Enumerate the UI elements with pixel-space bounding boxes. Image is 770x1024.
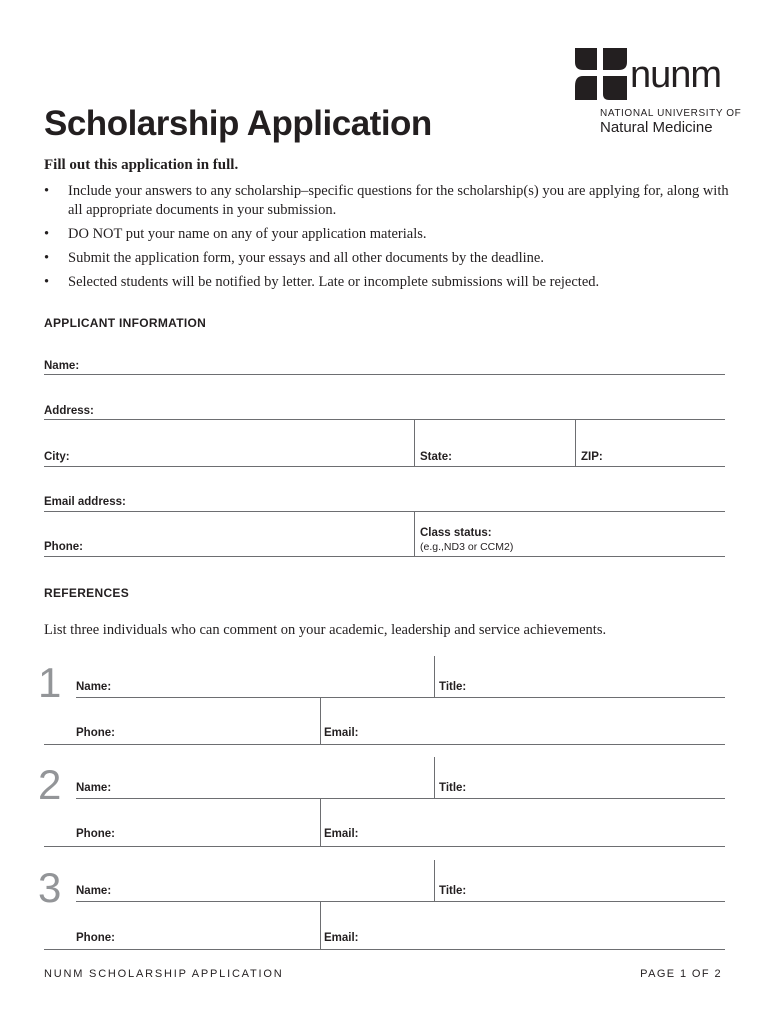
reference-name-label: Name: xyxy=(76,681,112,693)
field-divider xyxy=(414,419,415,467)
logo-wordmark: nunm xyxy=(630,54,722,96)
bullet-icon: • xyxy=(44,274,50,290)
field-divider xyxy=(434,860,435,901)
city-label: City: xyxy=(44,451,70,463)
intro-heading: Fill out this application in full. xyxy=(44,157,239,173)
reference-title-label: Title: xyxy=(439,681,467,693)
page-title: Scholarship Application xyxy=(44,104,432,143)
reference-title-label: Title: xyxy=(439,885,467,897)
email-address-field[interactable] xyxy=(44,511,725,512)
instruction-item xyxy=(44,273,734,292)
reference-3-name-title-field[interactable] xyxy=(76,901,725,902)
field-divider xyxy=(320,901,321,949)
bullet-icon: • xyxy=(44,183,50,199)
email-address-label: Email address: xyxy=(44,496,126,508)
reference-3-phone-email-field[interactable] xyxy=(44,949,725,950)
class-status-label: Class status: xyxy=(420,527,492,539)
field-divider xyxy=(434,656,435,697)
address-field[interactable] xyxy=(44,419,725,420)
instruction-text: DO NOT put your name on any of your application materials. xyxy=(68,226,427,242)
bullet-icon: • xyxy=(44,250,50,266)
reference-1-name-title-field[interactable] xyxy=(76,697,725,698)
field-divider xyxy=(414,511,415,557)
address-label: Address: xyxy=(44,405,94,417)
reference-1-phone-email-field[interactable] xyxy=(44,744,725,745)
reference-phone-label: Phone: xyxy=(76,727,115,739)
reference-number: 3 xyxy=(38,864,62,911)
field-divider xyxy=(434,757,435,798)
instruction-text: Include your answers to any scholarship–specific questions for the scholarship(s) you are applying for, along with all appropriate documents in your submission. xyxy=(68,183,729,218)
applicant-information-heading: APPLICANT INFORMATION xyxy=(44,316,207,330)
phone-label: Phone: xyxy=(44,541,83,553)
instruction-text: Selected students will be notified by letter. Late or incomplete submissions will be rejected. xyxy=(68,274,600,290)
reference-2-name-title-field[interactable] xyxy=(76,798,725,799)
city-state-zip-field[interactable] xyxy=(44,466,725,467)
state-label: State: xyxy=(420,451,452,463)
reference-phone-label: Phone: xyxy=(76,932,115,944)
name-label: Name: xyxy=(44,360,80,372)
instruction-item xyxy=(44,182,734,220)
references-description: List three individuals who can comment on your academic, leadership and service achievements. xyxy=(44,622,607,638)
instruction-item xyxy=(44,249,734,268)
instruction-text: Submit the application form, your essays and all other documents by the deadline. xyxy=(68,250,544,266)
footer-page-number: PAGE 1 OF 2 xyxy=(640,968,722,980)
bullet-icon: • xyxy=(44,226,50,242)
reference-title-label: Title: xyxy=(439,782,467,794)
reference-2-phone-email-field[interactable] xyxy=(44,846,725,847)
name-field[interactable] xyxy=(44,374,725,375)
class-status-hint: (e.g.,ND3 or CCM2) xyxy=(420,541,514,553)
reference-number: 2 xyxy=(38,761,62,808)
reference-email-label: Email: xyxy=(324,727,359,739)
logo-line-1: NATIONAL UNIVERSITY OF xyxy=(600,108,742,119)
field-divider xyxy=(320,798,321,846)
instruction-list xyxy=(44,182,734,297)
footer-document-name: NUNM SCHOLARSHIP APPLICATION xyxy=(44,968,284,980)
reference-name-label: Name: xyxy=(76,782,112,794)
field-divider xyxy=(320,697,321,744)
instruction-item xyxy=(44,225,734,244)
reference-email-label: Email: xyxy=(324,932,359,944)
logo-line-2: Natural Medicine xyxy=(600,119,713,136)
phone-class-status-field[interactable] xyxy=(44,556,725,557)
references-heading: REFERENCES xyxy=(44,586,130,600)
reference-email-label: Email: xyxy=(324,828,359,840)
zip-label: ZIP: xyxy=(581,451,603,463)
field-divider xyxy=(575,419,576,467)
reference-number: 1 xyxy=(38,659,62,706)
reference-phone-label: Phone: xyxy=(76,828,115,840)
reference-name-label: Name: xyxy=(76,885,112,897)
nunm-leaf-logo-icon xyxy=(573,46,629,102)
